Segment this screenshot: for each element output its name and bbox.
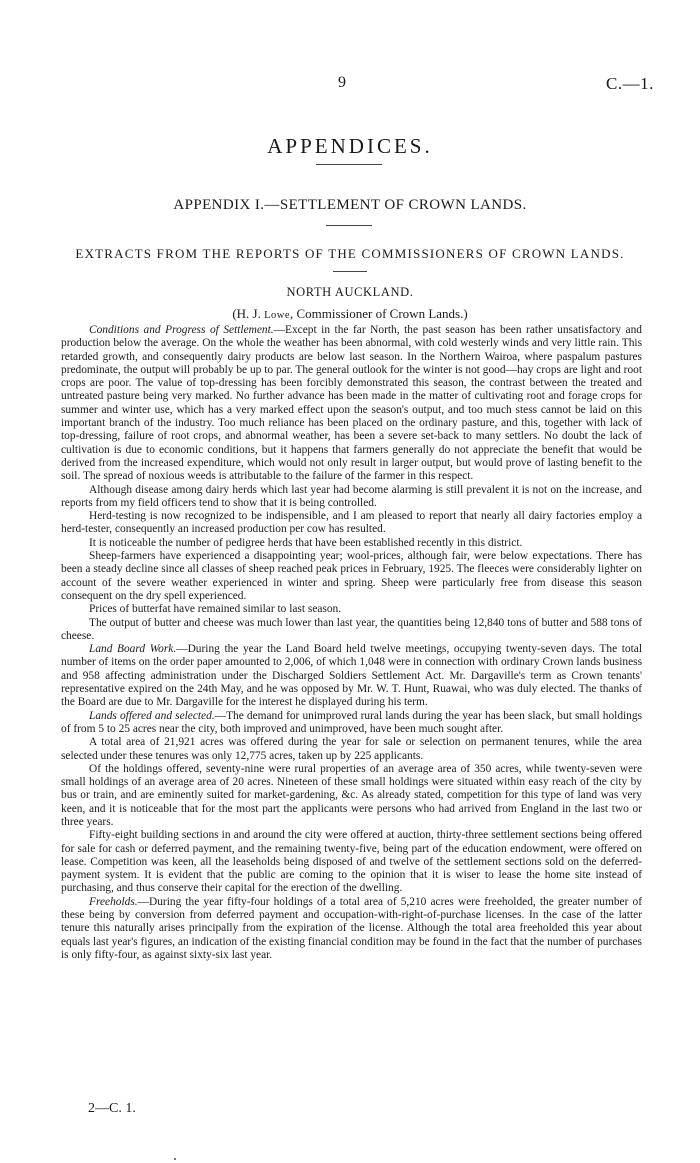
body-paragraph <box>61 537 642 550</box>
body-paragraph <box>61 896 642 962</box>
body-paragraph <box>61 763 642 829</box>
page-number: 9 <box>338 74 346 91</box>
paragraph-text: —The demand for unimproved rural lands during the year has been slack, but small holdings of from 5 to 25 acres near the city, both improved and unimproved, have been much sought after. <box>61 709 643 735</box>
body-paragraph <box>61 510 642 537</box>
printing-mark <box>174 1158 176 1160</box>
report-body <box>61 324 642 962</box>
body-paragraph <box>61 736 642 763</box>
paragraph-text: The output of butter and cheese was much lower than last year, the quantities being 12,840 tons of butter and 588 tons of cheese. <box>61 616 642 642</box>
body-paragraph <box>61 617 642 644</box>
body-paragraph <box>61 484 642 511</box>
paragraph-heading: Conditions and Progress of Settlement. <box>89 324 274 336</box>
title-rule <box>316 164 382 165</box>
paragraph-text: Although disease among dairy herds which last year had become alarming is still prevalent it is not on the increase, and reports from my field officers tend to show that it is being controlled. <box>61 483 642 509</box>
paragraph-text: Herd-testing is now recognized to be indispensible, and I am pleased to report that nearly all dairy factories employ a herd-tester, consequently an increased production per cow has resulted. <box>61 510 642 536</box>
extracts-heading: EXTRACTS FROM THE REPORTS OF THE COMMISSIONERS OF CROWN LANDS. <box>75 246 625 261</box>
paragraph-heading: Lands offered and selected. <box>89 709 215 722</box>
paragraph-heading: Land Board Work. <box>89 643 177 656</box>
paragraph-text: It is noticeable the number of pedigree herds that have been established recently in this district. <box>89 536 523 549</box>
paragraph-heading: Freeholds. <box>89 895 138 908</box>
paragraph-text: Fifty-eight building sections in and around the city were offered at auction, thirty-three settlement sections being offered for sale for cash or deferred payment, and the remaining twenty-five, being part of the education endowment, were offered on lease. Competition was keen, all the leaseholds being disposed of and twelve of the settlement sections sold on the deferred-payment system. It is evident that the public are coming to the opinion that it is wiser to lease the home site instead of purchasing, and thus conserve their capital for the erection of the dwelling. <box>61 829 642 895</box>
paragraph-text: —During the year the Land Board held twelve meetings, occupying twenty-seven days. The total number of items on the order paper amounted to 2,006, of which 1,048 were in connection with ordinary Crown lands business and 958 affecting administration under the Discharged Soldiers Settlement Act. Mr. Dargaville's term as Crown tenants' representative expired on the 24th May, and he was opposed by Mr. W. T. Hunt, Ruawai, who was duly elected. The thanks of the Board are due to Mr. Dargaville for the interest he displayed during his term. <box>61 643 642 709</box>
paragraph-text: Of the holdings offered, seventy-nine were rural properties of an average area of 350 acres, while twenty-seven were small holdings of an average area of 20 acres. Nineteen of these small holdings were situated within easy reach of the city by bus or train, and are eminently suited for market-gardening, &c. As already stated, competition for this type of land was very keen, and it is noticeable that for the most part the applicants were persons who had arrived from England in the last two or three years. <box>61 762 642 828</box>
body-paragraph <box>61 603 642 616</box>
paragraph-text: —Except in the far North, the past season has been rather unsatisfactory and production below the average. On the whole the weather has been abnormal, with cold westerly winds and very little rain. This retarded growth, and consequently dairy products are below last season. In the Northern Wairoa, where paspalum pastures predominate, the output will probably be up to par. The general outlook for the winter is not good—hay crops are light and root crops are poor. The value of top-dressing has been forcibly demonstrated this season, the contrast between the treated and untreated pasture being very marked. No further advance has been made in the matter of cultivating root and forage crops for summer and winter use, which has a very marked effect upon the season's output, and too much stess cannot be laid on this important branch of the industry. Too much reliance has been placed on the ordinary pasture, and this, together with lack of top-dressing, failure of root crops, and abnormal weather, has been a severe set-back to many settlers. No doubt the lack of cultivation is due to economic conditions, but it happens that farmers generally do not appreciate the benefit that would be derived from the increased expenditure, which would not only result in larger output, but would prove of lasting benefit to the soil. The spread of noxious weeds is attributable to the failure of the farmer in this respect. <box>61 324 642 483</box>
paragraph-text: Sheep-farmers have experienced a disappointing year; wool-prices, although fair, were below expectations. There has been a steady decline since all classes of sheep reached peak prices in February, 1925. The fleeces were considerably lighter on account of the severe weather experienced in winter and spring. Sheep were particularly free from disease this season consequent on the dry spell experienced. <box>61 550 642 602</box>
body-paragraph <box>61 710 642 737</box>
appendix-rule <box>326 225 372 226</box>
region-heading: NORTH AUCKLAND. <box>286 285 414 299</box>
paragraph-text: A total area of 21,921 acres was offered during the year for sale or selection on permanent tenures, while the area selected under these tenures was only 12,775 acres, taken up by 225 applicants. <box>61 736 642 762</box>
body-paragraph <box>61 829 642 895</box>
document-code: C.—1. <box>606 74 654 93</box>
paragraph-text: Prices of butterfat have remained similar to last season. <box>89 603 342 616</box>
body-paragraph <box>61 550 642 603</box>
commissioner-rest: , Commissioner of Crown Lands.) <box>290 306 468 321</box>
page-title: APPENDICES. <box>267 134 433 158</box>
body-paragraph <box>61 324 642 484</box>
extracts-rule <box>333 271 367 272</box>
body-paragraph <box>61 643 642 709</box>
commissioner-open: (H. J. <box>232 306 265 321</box>
commissioner-line <box>0 306 700 322</box>
appendix-heading: APPENDIX I.—SETTLEMENT OF CROWN LANDS. <box>173 197 527 213</box>
commissioner-surname: Lowe <box>264 310 291 321</box>
paragraph-text: —During the year fifty-four holdings of a total area of 5,210 acres were freeholded, the greater number of these being by conversion from deferred payment and occupation-with-right-of-purchase licenses. In the case of the latter tenure this naturally arises principally from the expiration of the license. Although the total area freeholded this year about equals last year's figures, an indication of the existing financial condition may be found in the fact that the number of purchases is only fifty-four, as against sixty-six last year. <box>61 895 642 961</box>
footer-code: 2—C. 1. <box>88 1101 136 1116</box>
